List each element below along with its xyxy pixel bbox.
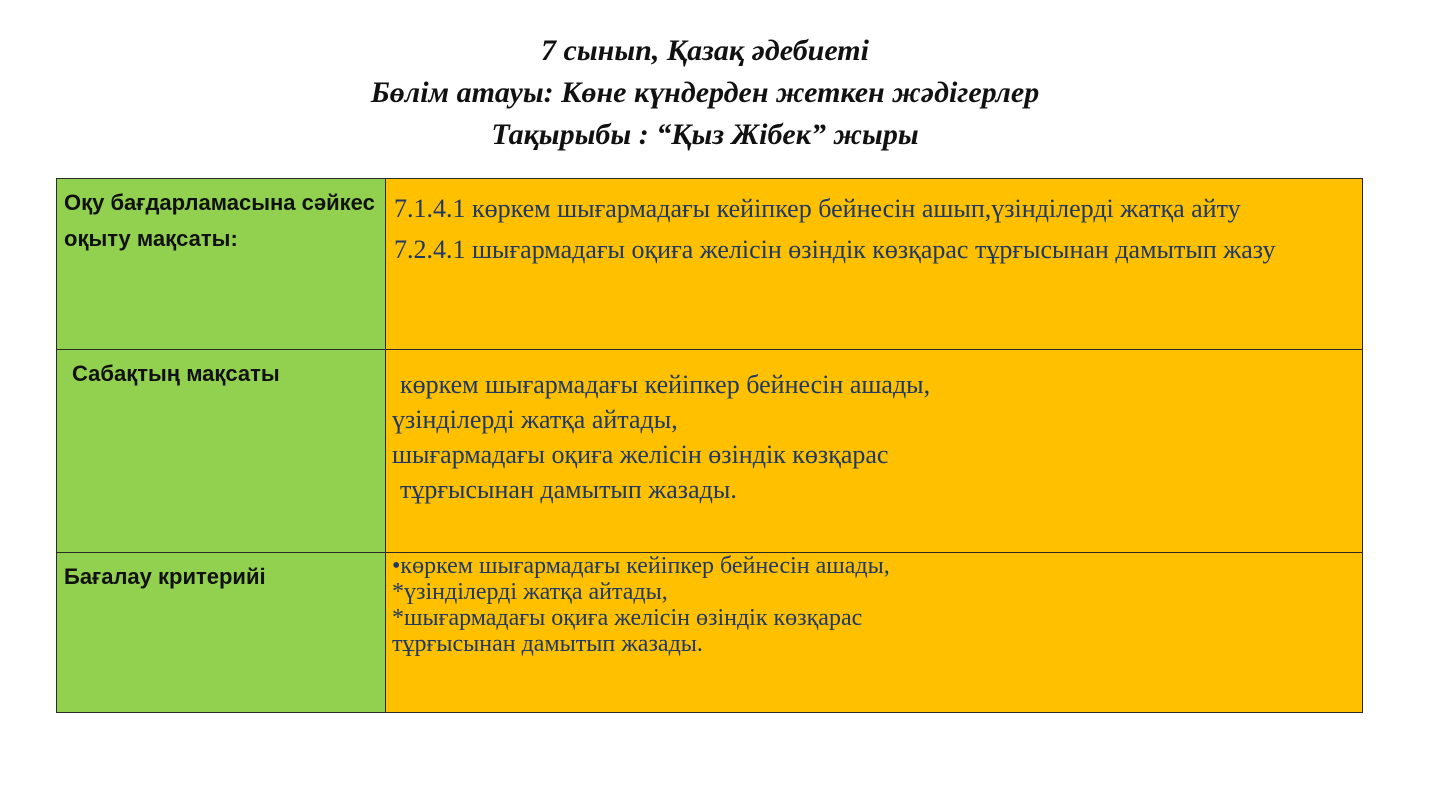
- objective-line: 7.1.4.1 көркем шығармадағы кейіпкер бейнесін ашып,үзінділерді жатқа айту: [394, 194, 1241, 223]
- section-title: Бөлім атауы: Көне күндерден жеткен жәдігерлер: [370, 76, 1040, 109]
- assessment-criteria-cell: [386, 553, 1363, 713]
- aim-line: шығармадағы оқиға желісін өзіндік көзқарас: [392, 440, 889, 469]
- criteria-line: •көркем шығармадағы кейіпкер бейнесін ашады,: [392, 553, 890, 579]
- criteria-line: тұрғысынан дамытып жазады.: [392, 631, 703, 657]
- lesson-aims-cell: [386, 350, 1363, 553]
- document-header: [0, 30, 1410, 156]
- table-row: [57, 553, 1363, 713]
- criteria-line: *шығармадағы оқиға желісін өзіндік көзқарас: [392, 605, 863, 631]
- table-row: [57, 179, 1363, 350]
- row-label: Оқу бағдарламасына сәйкес оқыту мақсаты:: [57, 179, 386, 350]
- objective-line: 7.2.4.1 шығармадағы оқиға желісін өзіндік көзқарас тұрғысынан дамытып жазу: [394, 235, 1276, 264]
- row-label: Бағалау критерийі: [57, 553, 386, 713]
- topic-title: Тақырыбы : “Қыз Жібек” жыры: [491, 118, 919, 151]
- aim-line: тұрғысынан дамытып жазады.: [400, 475, 737, 504]
- learning-objectives-cell: [386, 179, 1363, 350]
- lesson-plan-table: [56, 178, 1363, 713]
- aim-line: үзінділерді жатқа айтады,: [392, 405, 678, 434]
- criteria-line: *үзінділерді жатқа айтады,: [392, 579, 668, 605]
- grade-subject-title: 7 сынып, Қазақ әдебиеті: [541, 34, 869, 67]
- row-label: [57, 350, 386, 553]
- aim-line: көркем шығармадағы кейіпкер бейнесін ашады,: [400, 370, 931, 399]
- table-row: [57, 350, 1363, 553]
- row-label-text: Сабақтың мақсаты: [72, 361, 280, 386]
